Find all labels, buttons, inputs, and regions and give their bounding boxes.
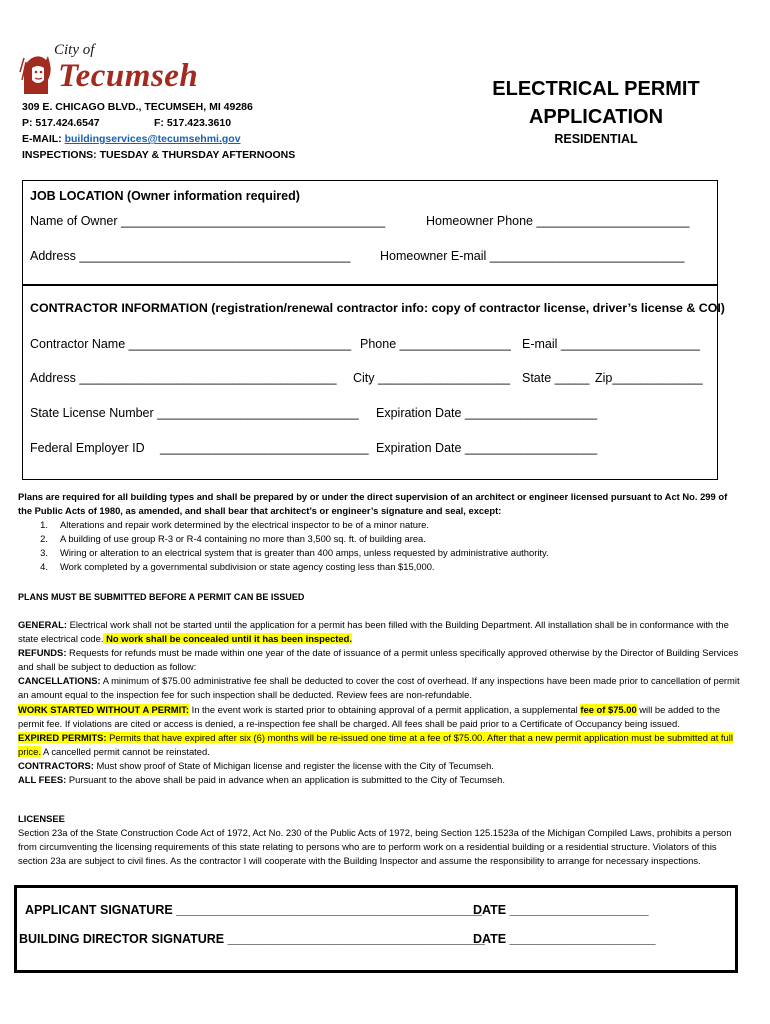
expired-permits-rule: EXPIRED PERMITS: Permits that have expired after six (6) months will be re-issued one time at a fee of $75.00. After that a new permit application must be submitted at full price. A cancelled permit cannot be reinstated. <box>18 731 733 757</box>
signature-section <box>14 885 738 973</box>
list-item: 3. Wiring or alteration to an electrical system that is greater than 400 amps, unless requested by administrative authority. <box>40 547 549 559</box>
logo-city-of: City of <box>54 42 95 58</box>
fax: F: 517.423.3610 <box>154 117 232 129</box>
owner-address-field[interactable]: Address _______________________________________ <box>30 249 351 263</box>
contractors-rule: CONTRACTORS: Must show proof of State of Michigan license and register the license with the City of Tecumseh. <box>18 759 494 771</box>
owner-name-field[interactable]: Name of Owner ______________________________________ <box>30 214 386 228</box>
contractor-zip-field[interactable]: Zip_____________ <box>595 371 703 385</box>
federal-id-field[interactable]: ______________________________ <box>160 441 369 455</box>
federal-expiration-field[interactable]: Expiration Date ___________________ <box>376 441 598 455</box>
contractor-phone-field[interactable]: Phone ________________ <box>360 337 511 351</box>
director-date-field[interactable]: DATE _____________________ <box>473 932 656 946</box>
form-title-line2: APPLICATION <box>528 106 664 128</box>
contractor-section <box>22 284 725 480</box>
logo-name: Tecumseh <box>58 58 199 94</box>
licensee-heading: LICENSEE <box>18 813 65 824</box>
director-signature-field[interactable]: BUILDING DIRECTOR SIGNATURE _____________________________________ <box>19 932 485 946</box>
chief-head-icon <box>18 50 54 98</box>
form-title-line1: ELECTRICAL PERMIT <box>492 78 700 100</box>
contractor-email-field[interactable]: E-mail ____________________ <box>522 337 700 351</box>
list-item: 4. Work completed by a governmental subdivision or state agency costing less than $15,000. <box>40 561 435 573</box>
refunds-rule: REFUNDS: Requests for refunds must be made within one year of the date of issuance of a permit unless specifically approved otherwise by the Director of Building Services and shall be subject to deduction as follow: <box>18 647 739 673</box>
inspections-line: INSPECTIONS: TUESDAY & THURSDAY AFTERNOONS <box>22 149 296 161</box>
contractor-state-field[interactable]: State _____ <box>522 371 590 385</box>
supplemental-fee: fee of $75.00 <box>580 703 637 715</box>
applicant-signature-field[interactable]: APPLICANT SIGNATURE ____________________________________________ <box>25 903 483 917</box>
work-without-permit-rule: WORK STARTED WITHOUT A PERMIT: In the event work is started prior to obtaining approval of a permit application, a supplemental fee of $75.00 will be added to the permit fee. If violations are cited or access is denied, a re-inspection fee shall be charged. All fees shall be paid prior to a Certificate of Occupancy being issued. <box>18 703 721 729</box>
contractor-heading: CONTRACTOR INFORMATION (registration/renewal contractor info: copy of contractor license, driver’s license & COI) <box>30 301 725 315</box>
owner-email-field[interactable]: Homeowner E-mail ____________________________ <box>380 249 685 263</box>
applicant-date-field[interactable]: DATE ____________________ <box>473 903 649 917</box>
plans-exceptions-list <box>18 518 738 574</box>
state-license-field[interactable]: State License Number _____________________________ <box>30 406 359 420</box>
licensee-section <box>18 812 740 868</box>
licensee-text: Section 23a of the State Construction Code Act of 1972, Act No. 230 of the Public Acts of 1972, being Section 125.1523a of the Michigan Compiled Laws, prohibits a person from circumventing the licensing requirements of this state relating to persons who are to perform work on a residential building or a residential structure. Violators of this section 23a are subject to civil fines. As the contractor I will cooperate with the Building Inspector and assume the responsibility to arrange for necessary inspections. <box>18 827 732 867</box>
email-link[interactable]: buildingservices@tecumsehmi.gov <box>64 133 241 145</box>
plans-section <box>18 490 738 575</box>
cancellations-rule: CANCELLATIONS: A minimum of $75.00 administrative fee shall be deducted to cover the cost of overhead. If any inspections have been made prior to cancellation of permit an amount equal to the inspection fee for such inspection shall be deducted. Review fees are non-refundable. <box>18 675 740 701</box>
owner-phone-field[interactable]: Homeowner Phone ______________________ <box>426 214 690 228</box>
contractor-address-field[interactable]: Address _____________________________________ <box>30 371 337 385</box>
address-line: 309 E. CHICAGO BLVD., TECUMSEH, MI 49286 <box>22 101 253 113</box>
phone: P: 517.424.6547 <box>22 117 100 129</box>
email-line <box>22 132 241 146</box>
list-item: 1. Alterations and repair work determined by the electrical inspector to be of a minor nature. <box>40 519 429 531</box>
job-location-heading: JOB LOCATION (Owner information required) <box>30 189 300 203</box>
job-location-section <box>22 180 718 286</box>
general-highlight: No work shall be concealed until it has been inspected. <box>103 633 352 645</box>
plans-intro: Plans are required for all building types and shall be prepared by or under the direct supervision of an architect or engineer licensed pursuant to Act No. 299 of the Public Acts of 1980, as amended, and shall bear that architect’s or engineer’s signature and seal, except: <box>18 491 728 517</box>
all-fees-rule: ALL FEES: Pursuant to the above shall be paid in advance when an application is submitted to the City of Tecumseh. <box>18 774 505 786</box>
form-subtitle: RESIDENTIAL <box>554 132 638 146</box>
list-item: 2. A building of use group R-3 or R-4 containing no more than 3,500 sq. ft. of building area. <box>40 533 426 545</box>
contractor-name-field[interactable]: Contractor Name ________________________________ <box>30 337 352 351</box>
license-expiration-field[interactable]: Expiration Date ___________________ <box>376 406 598 420</box>
contractor-city-field[interactable]: City ___________________ <box>353 371 511 385</box>
federal-id-label: Federal Employer ID <box>30 441 145 455</box>
rules-section <box>18 618 740 787</box>
plans-must-submit: PLANS MUST BE SUBMITTED BEFORE A PERMIT CAN BE ISSUED <box>18 592 305 602</box>
email-label: E-MAIL: <box>22 133 65 145</box>
general-rule: GENERAL: Electrical work shall not be started until the application for a permit has been filled with the Building Department. All installation shall be in conformance with the state electrical code. No work shall be concealed until it has been inspected. <box>18 619 729 645</box>
phone-line <box>22 116 232 130</box>
